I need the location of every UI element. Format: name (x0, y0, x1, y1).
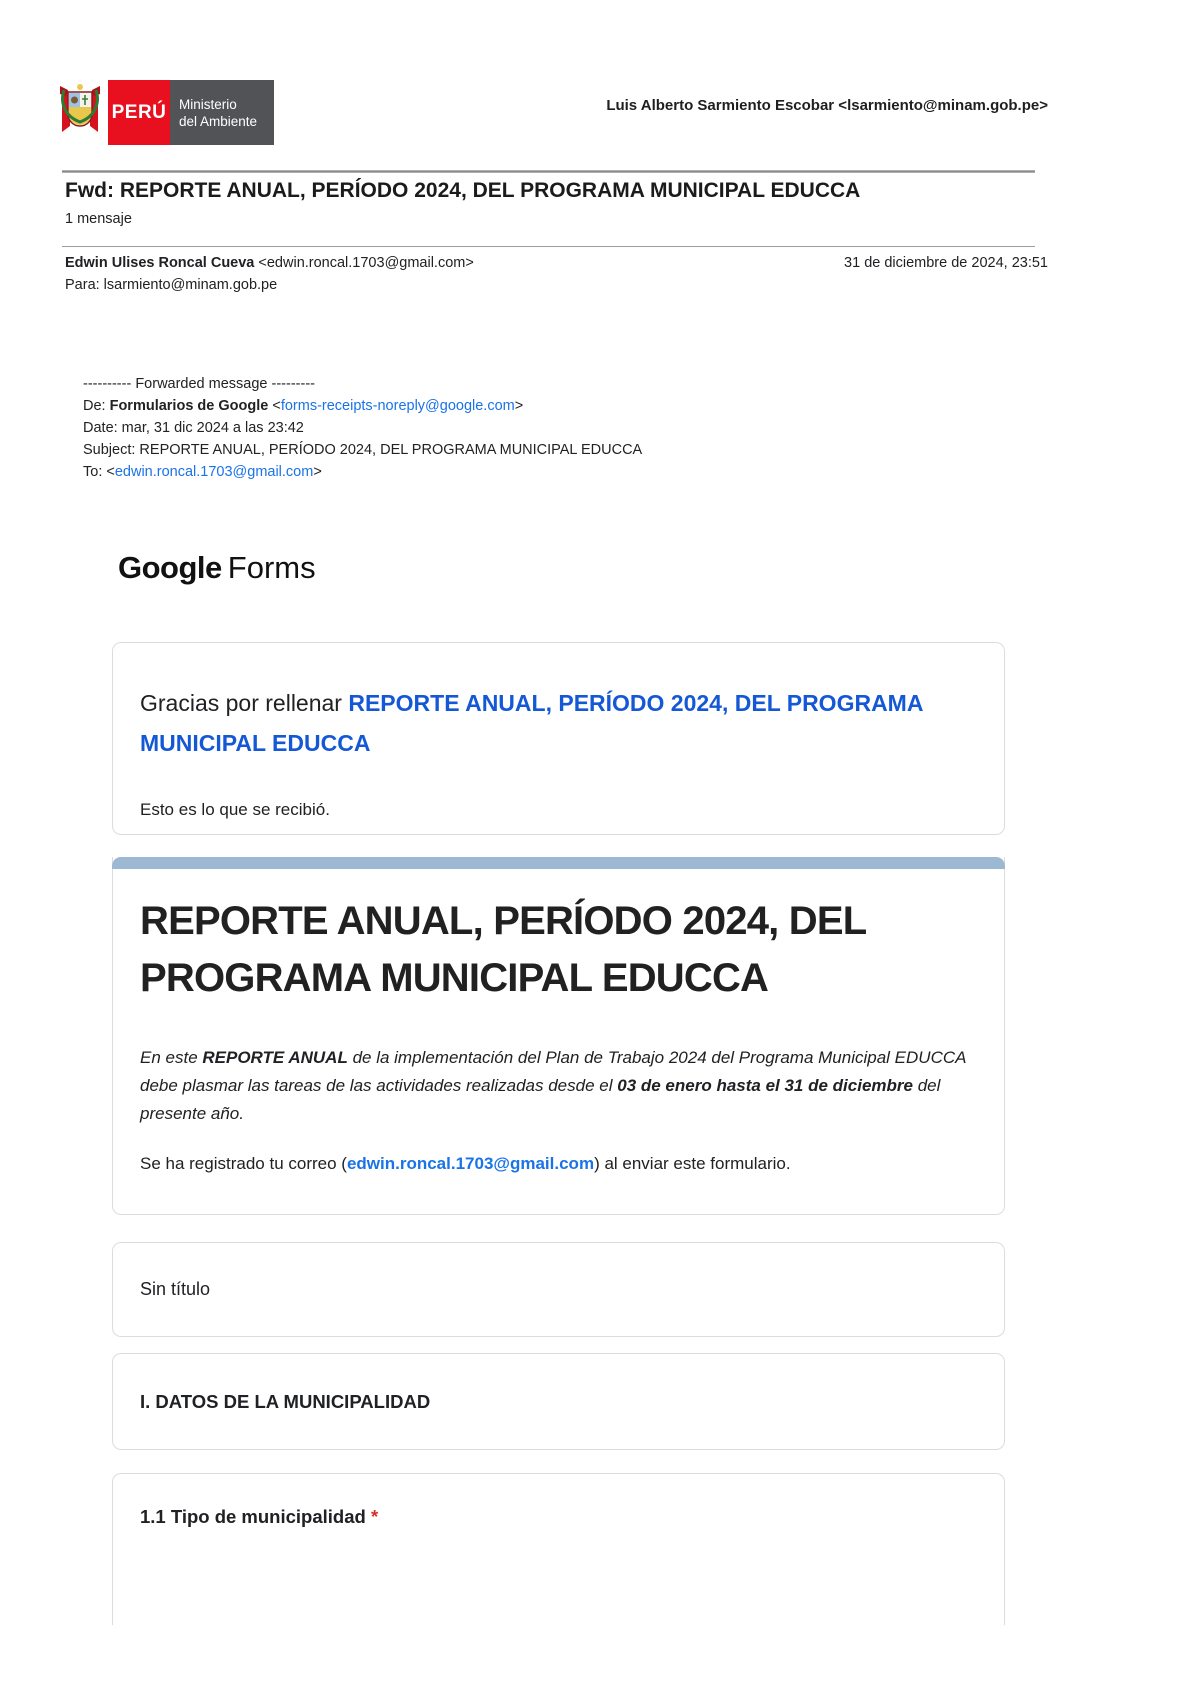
thanks-message (140, 683, 976, 763)
section-1-card (112, 1353, 1005, 1450)
recipient-line: Para: lsarmiento@minam.gob.pe (65, 277, 278, 293)
form-header-card (112, 857, 1005, 1215)
form-title: REPORTE ANUAL, PERÍODO 2024, DEL PROGRAMA MUNICIPAL EDUCCA (140, 899, 866, 1000)
forwarded-from-name: Formularios de Google (109, 398, 269, 414)
registered-email-note: Se ha registrado tu correo (edwin.roncal.1703@gmail.com) al enviar este formulario. (140, 1154, 791, 1173)
logo-peru-block (108, 80, 170, 145)
forwarded-to-email-link[interactable]: edwin.roncal.1703@gmail.com (114, 464, 314, 480)
section-1-title: I. DATOS DE LA MUNICIPALIDAD (140, 1390, 431, 1412)
sender-name: Edwin Ulises Roncal Cueva (65, 255, 255, 271)
logo-ministry-block (170, 80, 274, 145)
thread-divider (62, 246, 1035, 247)
thanks-card (112, 642, 1005, 835)
forwarded-divider: ---------- Forwarded message --------- (83, 376, 315, 392)
logo-ministry-line2: del Ambiente (179, 113, 258, 129)
untitled-section-label: Sin título (140, 1279, 211, 1299)
required-asterisk: * (370, 1506, 379, 1527)
google-forms-logo (118, 550, 316, 586)
untitled-section-card (112, 1242, 1005, 1337)
peru-coat-of-arms-icon (58, 82, 102, 142)
minam-logo (58, 80, 274, 145)
forwarded-date-line: Date: mar, 31 dic 2024 a las 23:42 (83, 420, 304, 436)
email-subject: Fwd: REPORTE ANUAL, PERÍODO 2024, DEL PROGRAMA MUNICIPAL EDUCCA (65, 179, 861, 202)
forwarded-from-email-link[interactable]: forms-receipts-noreply@google.com (280, 398, 515, 414)
forms-wordmark: Forms (227, 550, 316, 585)
logo-ministry-line1: Ministerio (179, 96, 237, 112)
forwarded-to-line: To: <edwin.roncal.1703@gmail.com> (83, 464, 322, 480)
account-owner: Luis Alberto Sarmiento Escobar <lsarmiento@minam.gob.pe> (606, 97, 1048, 114)
received-note: Esto es lo que se recibió. (140, 800, 330, 819)
logo-peru-text: PERÚ (111, 101, 167, 123)
thanks-prefix: Gracias por rellenar (140, 690, 349, 716)
thanks-form-title-link[interactable]: REPORTE ANUAL, PERÍODO 2024, DEL PROGRAMA MUNICIPAL EDUCCA (140, 690, 923, 756)
message-date: 31 de diciembre de 2024, 23:51 (844, 255, 1048, 271)
question-1-1-label: 1.1 Tipo de municipalidad * (140, 1506, 379, 1527)
forwarded-from-line: De: Formularios de Google <forms-receipts-noreply@google.com> (83, 398, 524, 414)
sender-email: <edwin.roncal.1703@gmail.com> (254, 255, 474, 271)
form-accent-bar (112, 857, 1005, 869)
form-description: En este REPORTE ANUAL de la implementación del Plan de Trabajo 2024 del Programa Municipal EDUCCA debe plasmar las tareas de las actividades realizadas desde el 03 de enero hasta el 31 de diciembre del presente año. (140, 1048, 966, 1123)
message-count: 1 mensaje (65, 211, 132, 227)
sender-row (65, 255, 1048, 271)
forwarded-subject-line: Subject: REPORTE ANUAL, PERÍODO 2024, DEL PROGRAMA MUNICIPAL EDUCCA (83, 442, 643, 458)
registered-email-link[interactable]: edwin.roncal.1703@gmail.com (346, 1154, 595, 1173)
google-wordmark: Google (118, 550, 222, 585)
question-1-1-card (112, 1473, 1005, 1625)
forwarded-message-block (83, 373, 642, 483)
header-divider (62, 170, 1035, 173)
